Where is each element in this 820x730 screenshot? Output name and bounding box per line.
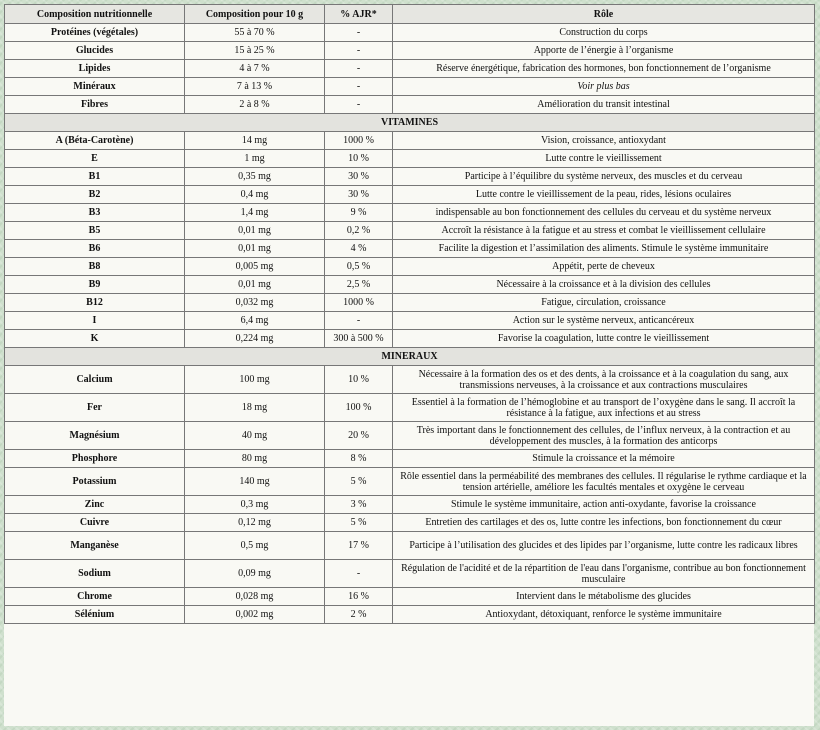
nutrient-ajr: -	[325, 60, 393, 78]
table-row	[5, 258, 815, 276]
nutrition-table	[4, 4, 815, 624]
nutrient-role: Facilite la digestion et l’assimilation des aliments. Stimule le système immunitaire	[393, 240, 815, 258]
table-row	[5, 240, 815, 258]
nutrient-role: Amélioration du transit intestinal	[393, 96, 815, 114]
nutrient-ajr: 1000 %	[325, 294, 393, 312]
nutrient-name: Lipides	[5, 60, 185, 78]
nutrient-role: Nécessaire à la formation des os et des dents, à la croissance et à la coagulation du sang, aux transmissions nerveuses, à la croissance et aux contractions musculaires	[393, 366, 815, 394]
nutrient-name: B3	[5, 204, 185, 222]
nutrient-role: Participe à l’équilibre du système nerveux, des muscles et du cerveau	[393, 168, 815, 186]
nutrient-amount: 0,3 mg	[185, 496, 325, 514]
nutrient-name: Calcium	[5, 366, 185, 394]
header-amount: Composition pour 10 g	[185, 5, 325, 24]
nutrient-name: Sodium	[5, 560, 185, 588]
nutrient-amount: 15 à 25 %	[185, 42, 325, 60]
nutrient-role: Vision, croissance, antioxydant	[393, 132, 815, 150]
nutrient-role: Lutte contre le vieillissement de la peau, rides, lésions oculaires	[393, 186, 815, 204]
nutrient-role: Fatigue, circulation, croissance	[393, 294, 815, 312]
nutrient-ajr: 30 %	[325, 168, 393, 186]
nutrient-role: Voir plus bas	[393, 78, 815, 96]
section-title-mineraux-row	[5, 348, 815, 366]
table-row	[5, 560, 815, 588]
table-row	[5, 42, 815, 60]
nutrient-name: I	[5, 312, 185, 330]
nutrient-amount: 0,09 mg	[185, 560, 325, 588]
nutrient-name: B5	[5, 222, 185, 240]
nutrient-role: Action sur le système nerveux, anticancéreux	[393, 312, 815, 330]
nutrient-name: B12	[5, 294, 185, 312]
nutrient-name: Magnésium	[5, 422, 185, 450]
table-row	[5, 24, 815, 42]
nutrient-name: Zinc	[5, 496, 185, 514]
section-title-mineraux: MINERAUX	[5, 348, 815, 366]
nutrient-ajr: 2 %	[325, 606, 393, 624]
nutrient-ajr: -	[325, 42, 393, 60]
nutrient-name: Phosphore	[5, 450, 185, 468]
nutrient-role: Essentiel à la formation de l’hémoglobine et au transport de l’oxygène dans le sang. Il accroît la résistance à la fatigue, aux infections et au stress	[393, 394, 815, 422]
nutrient-amount: 14 mg	[185, 132, 325, 150]
nutrient-amount: 0,35 mg	[185, 168, 325, 186]
section-title-vitamines: VITAMINES	[5, 114, 815, 132]
nutrient-name: B9	[5, 276, 185, 294]
nutrient-ajr: 0,2 %	[325, 222, 393, 240]
table-row	[5, 204, 815, 222]
nutrient-ajr: 5 %	[325, 514, 393, 532]
nutrient-ajr: 0,5 %	[325, 258, 393, 276]
header-composition: Composition nutritionnelle	[5, 5, 185, 24]
nutrient-ajr: 4 %	[325, 240, 393, 258]
nutrient-role: Réserve énergétique, fabrication des hormones, bon fonctionnement de l’organisme	[393, 60, 815, 78]
nutrient-ajr: 20 %	[325, 422, 393, 450]
nutrient-name: Fibres	[5, 96, 185, 114]
nutrient-amount: 100 mg	[185, 366, 325, 394]
nutrient-ajr: 2,5 %	[325, 276, 393, 294]
table-row	[5, 450, 815, 468]
table-row	[5, 186, 815, 204]
nutrient-amount: 0,028 mg	[185, 588, 325, 606]
nutrient-name: Potassium	[5, 468, 185, 496]
nutrient-ajr: -	[325, 312, 393, 330]
table-row	[5, 422, 815, 450]
table-row	[5, 222, 815, 240]
nutrient-role: Construction du corps	[393, 24, 815, 42]
nutrient-name: B2	[5, 186, 185, 204]
table-row	[5, 150, 815, 168]
nutrient-name: Protéines (végétales)	[5, 24, 185, 42]
nutrient-amount: 0,4 mg	[185, 186, 325, 204]
nutrient-role: Stimule le système immunitaire, action anti-oxydante, favorise la croissance	[393, 496, 815, 514]
nutrient-amount: 6,4 mg	[185, 312, 325, 330]
nutrient-amount: 0,5 mg	[185, 532, 325, 560]
nutrient-name: Fer	[5, 394, 185, 422]
nutrient-amount: 1 mg	[185, 150, 325, 168]
nutrient-role: Participe à l’utilisation des glucides et des lipides par l’organisme, lutte contre les radicaux libres	[393, 532, 815, 560]
nutrient-amount: 140 mg	[185, 468, 325, 496]
nutrient-amount: 0,224 mg	[185, 330, 325, 348]
nutrient-amount: 55 à 70 %	[185, 24, 325, 42]
nutrient-ajr: -	[325, 560, 393, 588]
nutrient-name: A (Béta-Carotène)	[5, 132, 185, 150]
nutrient-name: B6	[5, 240, 185, 258]
table-row	[5, 60, 815, 78]
nutrient-name: K	[5, 330, 185, 348]
nutrient-amount: 0,01 mg	[185, 240, 325, 258]
nutrient-ajr: 30 %	[325, 186, 393, 204]
table-row	[5, 276, 815, 294]
nutrient-ajr: 3 %	[325, 496, 393, 514]
nutrient-ajr: 5 %	[325, 468, 393, 496]
nutrient-name: Manganèse	[5, 532, 185, 560]
nutrient-role: Entretien des cartilages et des os, lutte contre les infections, bon fonctionnement du cœur	[393, 514, 815, 532]
nutrient-ajr: -	[325, 96, 393, 114]
nutrient-amount: 2 à 8 %	[185, 96, 325, 114]
nutrient-amount: 80 mg	[185, 450, 325, 468]
table-row	[5, 330, 815, 348]
nutrient-role: Rôle essentiel dans la perméabilité des membranes des cellules. Il régularise le rythme cardiaque et la tension artérielle, améliore les facultés mentales et oxygène le cerveau	[393, 468, 815, 496]
table-row	[5, 132, 815, 150]
nutrient-ajr: 16 %	[325, 588, 393, 606]
section-title-vitamines-row	[5, 114, 815, 132]
header-ajr: % AJR*	[325, 5, 393, 24]
nutrient-ajr: 1000 %	[325, 132, 393, 150]
nutrient-role: Appétit, perte de cheveux	[393, 258, 815, 276]
table-row	[5, 294, 815, 312]
nutrient-ajr: 100 %	[325, 394, 393, 422]
nutrient-name: Cuivre	[5, 514, 185, 532]
nutrient-amount: 0,12 mg	[185, 514, 325, 532]
nutrient-amount: 4 à 7 %	[185, 60, 325, 78]
nutrient-ajr: 300 à 500 %	[325, 330, 393, 348]
nutrient-role: Apporte de l’énergie à l’organisme	[393, 42, 815, 60]
nutrient-name: E	[5, 150, 185, 168]
nutrient-name: Minéraux	[5, 78, 185, 96]
table-row	[5, 496, 815, 514]
nutrient-ajr: 8 %	[325, 450, 393, 468]
nutrient-role: Nécessaire à la croissance et à la division des cellules	[393, 276, 815, 294]
nutrient-ajr: 10 %	[325, 366, 393, 394]
nutrient-name: Chrome	[5, 588, 185, 606]
nutrient-amount: 18 mg	[185, 394, 325, 422]
table-row	[5, 78, 815, 96]
nutrient-role: Antioxydant, détoxiquant, renforce le système immunitaire	[393, 606, 815, 624]
nutrient-ajr: -	[325, 78, 393, 96]
table-row	[5, 606, 815, 624]
table-row	[5, 588, 815, 606]
table-header-row	[5, 5, 815, 24]
nutrient-role: Stimule la croissance et la mémoire	[393, 450, 815, 468]
nutrient-ajr: 17 %	[325, 532, 393, 560]
nutrition-table-container	[4, 4, 814, 726]
table-row	[5, 312, 815, 330]
nutrient-name: Glucides	[5, 42, 185, 60]
nutrient-amount: 0,002 mg	[185, 606, 325, 624]
nutrient-amount: 0,005 mg	[185, 258, 325, 276]
nutrient-name: Sélénium	[5, 606, 185, 624]
nutrient-amount: 0,01 mg	[185, 222, 325, 240]
nutrient-name: B8	[5, 258, 185, 276]
table-row	[5, 394, 815, 422]
table-row	[5, 532, 815, 560]
nutrient-amount: 1,4 mg	[185, 204, 325, 222]
table-row	[5, 168, 815, 186]
table-row	[5, 96, 815, 114]
nutrient-role: Accroît la résistance à la fatigue et au stress et combat le vieillissement cellulaire	[393, 222, 815, 240]
table-body	[5, 24, 815, 624]
nutrient-amount: 0,01 mg	[185, 276, 325, 294]
nutrient-amount: 7 à 13 %	[185, 78, 325, 96]
header-role: Rôle	[393, 5, 815, 24]
nutrient-ajr: 10 %	[325, 150, 393, 168]
table-row	[5, 514, 815, 532]
nutrient-name: B1	[5, 168, 185, 186]
nutrient-amount: 0,032 mg	[185, 294, 325, 312]
nutrient-ajr: -	[325, 24, 393, 42]
nutrient-amount: 40 mg	[185, 422, 325, 450]
nutrient-role: Favorise la coagulation, lutte contre le vieillissement	[393, 330, 815, 348]
nutrient-ajr: 9 %	[325, 204, 393, 222]
table-row	[5, 366, 815, 394]
nutrient-role: Régulation de l'acidité et de la répartition de l'eau dans l'organisme, contribue au bon fonctionnement musculaire	[393, 560, 815, 588]
nutrient-role: Très important dans le fonctionnement des cellules, de l’influx nerveux, à la contraction et au développement des muscles, à la formation des anticorps	[393, 422, 815, 450]
nutrient-role: indispensable au bon fonctionnement des cellules du cerveau et du système nerveux	[393, 204, 815, 222]
nutrient-role: Lutte contre le vieillissement	[393, 150, 815, 168]
table-row	[5, 468, 815, 496]
nutrient-role: Intervient dans le métabolisme des glucides	[393, 588, 815, 606]
